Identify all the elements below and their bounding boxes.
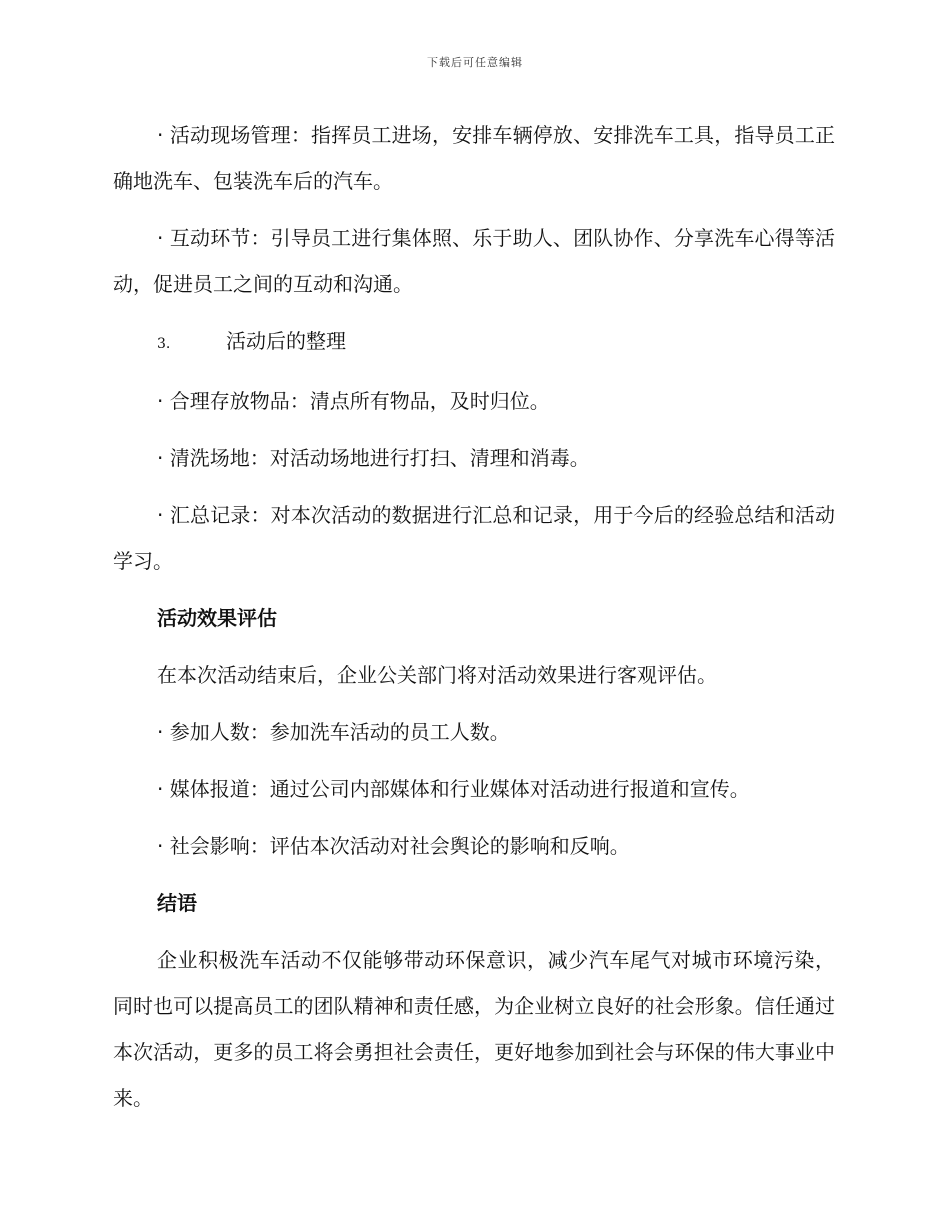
paragraph-records: · 汇总记录：对本次活动的数据进行汇总和记录，用于今后的经验总结和活动学习。: [113, 503, 835, 573]
paragraph-interaction: · 互动环节：引导员工进行集体照、乐于助人、团队协作、分享洗车心得等活动，促进员工之间的互动和沟通。: [113, 226, 835, 296]
paragraph-site-management: · 活动现场管理：指挥员工进场，安排车辆停放、安排洗车工具，指导员工正确地洗车、包装洗车后的汽车。: [113, 123, 835, 193]
heading-evaluation: 活动效果评估: [157, 606, 277, 630]
section-3-heading: [113, 318, 835, 367]
section-3-title: 活动后的整理: [226, 329, 346, 353]
paragraph-participants: · 参加人数：参加洗车活动的员工人数。: [157, 720, 510, 744]
paragraph-media: · 媒体报道：通过公司内部媒体和行业媒体对活动进行报道和宣传。: [157, 777, 750, 801]
paragraph-evaluation-intro: 在本次活动结束后，企业公关部门将对活动效果进行客观评估。: [157, 663, 717, 687]
paragraph-conclusion: 企业积极洗车活动不仅能够带动环保意识，减少汽车尾气对城市环境污染，同时也可以提高员工的团队精神和责任感，为企业树立良好的社会形象。信任通过本次活动，更多的员工将会勇担社会责任，更好地参加到社会与环保的伟大事业中来。: [113, 948, 835, 1110]
paragraph-cleaning: · 清洗场地：对活动场地进行打扫、清理和消毒。: [157, 446, 590, 470]
section-3-number: 3.: [157, 336, 171, 352]
document-body: [113, 112, 835, 1132]
paragraph-storage: · 合理存放物品：清点所有物品，及时归位。: [157, 389, 550, 413]
heading-conclusion: 结语: [157, 891, 197, 915]
paragraph-social-impact: · 社会影响：评估本次活动对社会舆论的影响和反响。: [157, 834, 630, 858]
page-header: 下载后可任意编辑: [427, 56, 523, 69]
